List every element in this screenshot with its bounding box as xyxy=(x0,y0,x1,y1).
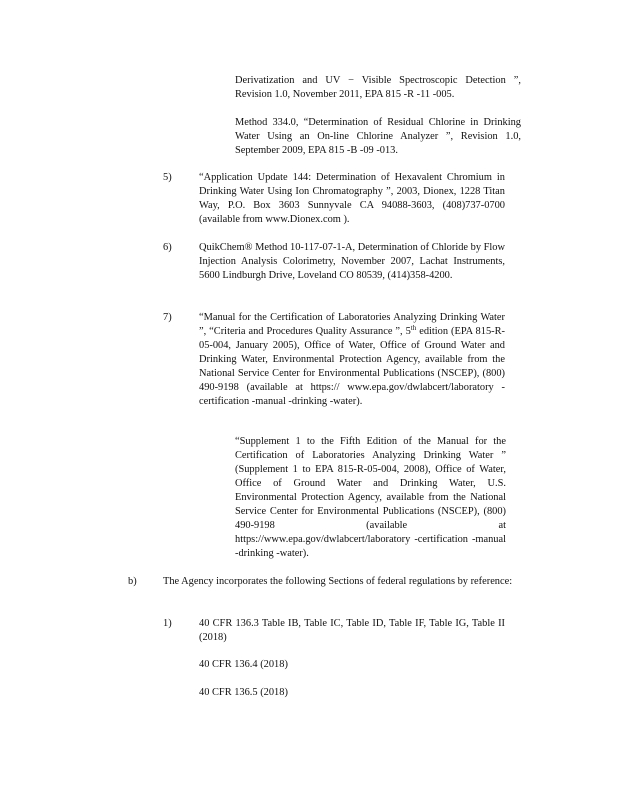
item-7-text-part-1: “Manual for the Certification of Laboratories Analyzing Drinking Water ”, “Criteria and Procedures Quality Assurance ”, 5 xyxy=(199,312,505,337)
section-b-item-number-1: 1) xyxy=(163,618,172,629)
cfr-reference-2 xyxy=(199,658,505,672)
section-b-letter: b) xyxy=(128,576,137,587)
item-7-text xyxy=(199,311,505,409)
item-7-text-part-2: edition (EPA 815-R-05-004, January 2005), Office of Water, Office of Ground Water and Drinking Water, Environmental Protection Agency, available from the National Service Center for Environmental Publications (NSCEP), (800) 490-9198 (available at https:// www.epa.gov/dwlabcert/laboratory -certification -manual -drinking -water). xyxy=(199,326,505,407)
item-6-text: QuikChem® Method 10-117-07-1-A, Determination of Chloride by Flow Injection Analysis Colorimetry, November 2007, Lachat Instruments, 5600 Lindburgh Drive, Loveland CO 80539, (414)358-4200. xyxy=(199,242,505,281)
item-7-reference xyxy=(199,311,505,409)
item-5-text: “Application Update 144: Determination of Hexavalent Chromium in Drinking Water Using Ion Chromatography ”, 2003, Dionex, 1228 Titan Way, P.O. Box 3603 Sunnyvale CA 94088-3603, (408)737-0700 (available from www.Dionex.com ). xyxy=(199,172,505,225)
section-b-text: The Agency incorporates the following Sections of federal regulations by reference: xyxy=(163,576,513,587)
cfr-reference-1-text: 40 CFR 136.3 Table IB, Table IC, Table ID, Table IF, Table IG, Table II (2018) xyxy=(199,618,505,643)
item-6-reference xyxy=(199,241,505,283)
cfr-reference-2-text: 40 CFR 136.4 (2018) xyxy=(199,659,288,670)
detection-reference xyxy=(235,74,521,102)
method-334-reference xyxy=(235,116,521,158)
detection-reference-text: Derivatization and UV − Visible Spectroscopic Detection ”, Revision 1.0, November 2011, EPA 815 -R -11 -005. xyxy=(235,75,521,100)
cfr-reference-3-text: 40 CFR 136.5 (2018) xyxy=(199,687,288,698)
method-334-reference-text: Method 334.0, “Determination of Residual Chlorine in Drinking Water Using an On-line Chlorine Analyzer ”, Revision 1.0, September 2009, EPA 815 -B -09 -013. xyxy=(235,117,521,156)
cfr-reference-3 xyxy=(199,686,505,700)
section-b-intro xyxy=(163,575,517,589)
supplement-reference xyxy=(235,435,506,561)
item-number-6: 6) xyxy=(163,242,172,253)
ordinal-suffix: th xyxy=(410,324,417,332)
supplement-text: “Supplement 1 to the Fifth Edition of the Manual for the Certification of Laboratories Analyzing Drinking Water ” (Supplement 1 to EPA 815-R-05-004, 2008), Office of Water, Office of Ground Water and Drinking Water, U.S. Environmental Protection Agency, available from the National Service Center for Environmental Publications (NSCEP), (800) 490-9198 (available at https://www.epa.gov/dwlabcert/laboratory -certification -manual -drinking -water). xyxy=(235,436,506,559)
item-number-7: 7) xyxy=(163,312,172,323)
item-number-5: 5) xyxy=(163,172,172,183)
cfr-reference-1 xyxy=(199,617,505,645)
item-5-reference xyxy=(199,171,505,227)
